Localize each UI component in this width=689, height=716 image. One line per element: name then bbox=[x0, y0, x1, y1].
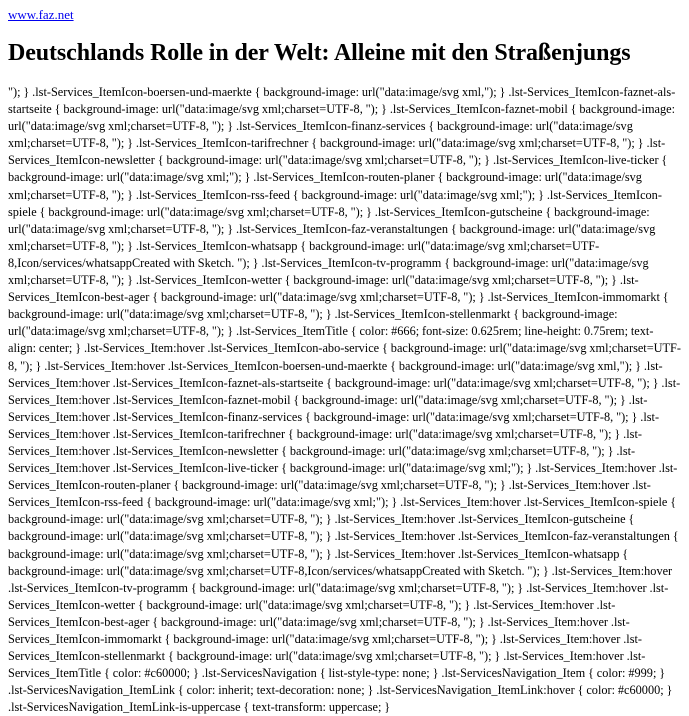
source-site-link[interactable]: www.faz.net bbox=[8, 7, 74, 22]
article-body-text: "); } .lst-Services_ItemIcon-boersen-und-maerkte { background-image: url("data:image/svg xml,"); } .lst-Services_ItemIcon-faznet-als-startseite { background-image: url("data:image/svg xml;charset=UTF-8, "); } .lst-Services_ItemIcon-faznet-mobil { background-image: url("data:image/svg xml;charset=UTF-8, "); } .lst-Services_ItemIcon-finanz-services { background-image: url("data:image/svg xml;charset=UTF-8, "); } .lst-Services_ItemIcon-tarifrechner { background-image: url("data:image/svg xml;charset=UTF-8, "); } .lst-Services_ItemIcon-newsletter { background-image: url("data:image/svg xml;charset=UTF-8, "); } .lst-Services_ItemIcon-live-ticker { background-image: url("data:image/svg xml;"); } .lst-Services_ItemIcon-routen-planer { background-image: url("data:image/svg xml;charset=UTF-8, "); } .lst-Services_ItemIcon-rss-feed { background-image: url("data:image/svg xml;"); } .lst-Services_ItemIcon-spiele { background-image: url("data:image/svg xml;charset=UTF-8, "); } .lst-Services_ItemIcon-gutscheine { background-image: url("data:image/svg xml;charset=UTF-8, "); } .lst-Services_ItemIcon-faz-veranstaltungen { background-image: url("data:image/svg xml;charset=UTF-8, "); } .lst-Services_ItemIcon-whatsapp { background-image: url("data:image/svg xml;charset=UTF-8,Icon/services/whatsappCreated with Sketch. "); } .lst-Services_ItemIcon-tv-programm { background-image: url("data:image/svg xml;charset=UTF-8, "); } .lst-Services_ItemIcon-wetter { background-image: url("data:image/svg xml;charset=UTF-8, "); } .lst-Services_ItemIcon-best-ager { background-image: url("data:image/svg xml;charset=UTF-8, "); } .lst-Services_ItemIcon-immomarkt { background-image: url("data:image/svg xml;charset=UTF-8, "); } .lst-Services_ItemIcon-stellenmarkt { background-image: url("data:image/svg xml;charset=UTF-8, "); } .lst-Services_ItemTitle { color: #666; font-size: 0.625rem; line-height: 0.75rem; text-align: center; } .lst-Services_Item:hover .lst-Services_ItemIcon-abo-service { background-image: url("data:image/svg xml;charset=UTF-8, "); } .lst-Services_Item:hover .lst-Services_ItemIcon-boersen-und-maerkte { background-image: url("data:image/svg xml,"); } .lst-Services_Item:hover .lst-Services_ItemIcon-faznet-als-startseite { background-image: url("data:image/svg xml;charset=UTF-8, "); } .lst-Services_Item:hover .lst-Services_ItemIcon-faznet-mobil { background-image: url("data:image/svg xml;charset=UTF-8, "); } .lst-Services_Item:hover .lst-Services_ItemIcon-finanz-services { background-image: url("data:image/svg xml;charset=UTF-8, "); } .lst-Services_Item:hover .lst-Services_ItemIcon-tarifrechner { background-image: url("data:image/svg xml;charset=UTF-8, "); } .lst-Services_Item:hover .lst-Services_ItemIcon-newsletter { background-image: url("data:image/svg xml;charset=UTF-8, "); } .lst-Services_Item:hover .lst-Services_ItemIcon-live-ticker { background-image: url("data:image/svg xml;"); } .lst-Services_Item:hover .lst-Services_ItemIcon-routen-planer { background-image: url("data:image/svg xml;charset=UTF-8, "); } .lst-Services_Item:hover .lst-Services_ItemIcon-rss-feed { background-image: url("data:image/svg xml;"); } .lst-Services_Item:hover .lst-Services_ItemIcon-spiele { background-image: url("data:image/svg xml;charset=UTF-8, "); } .lst-Services_Item:hover .lst-Services_ItemIcon-gutscheine { background-image: url("data:image/svg xml;charset=UTF-8, "); } .lst-Services_Item:hover .lst-Services_ItemIcon-faz-veranstaltungen { background-image: url("data:image/svg xml;charset=UTF-8, "); } .lst-Services_Item:hover .lst-Services_ItemIcon-whatsapp { background-image: url("data:image/svg xml;charset=UTF-8,Icon/services/whatsappCreated with Sketch. "); } .lst-Services_Item:hover .lst-Services_ItemIcon-tv-programm { background-image: url("data:image/svg xml;charset=UTF-8, "); } .lst-Services_Item:hover .lst-Services_ItemIcon-wetter { background-image: url("data:image/svg xml;charset=UTF-8, "); } .lst-Services_Item:hover .lst-Services_ItemIcon-best-ager { background-image: url("data:image/svg xml;charset=UTF-8, "); } .lst-Services_Item:hover .lst-Services_ItemIcon-immomarkt { background-image: url("data:image/svg xml;charset=UTF-8, "); } .lst-Services_Item:hover .lst-Services_ItemIcon-stellenmarkt { background-image: url("data:image/svg xml;charset=UTF-8, "); } .lst-Services_Item:hover .lst-Services_ItemTitle { color: #c60000; } .lst-ServicesNavigation { list-style-type: none; } .lst-ServicesNavigation_Item { color: #999; } .lst-ServicesNavigation_ItemLink { color: inherit; text-decoration: none; } .lst-ServicesNavigation_ItemLink:hover { color: #c60000; } .lst-ServicesNavigation_ItemLink-is-uppercase { text-transform: uppercase; } bbox=[8, 85, 681, 715]
article-headline: Deutschlands Rolle in der Welt: Alleine mit den Straßenjungs bbox=[8, 40, 631, 66]
